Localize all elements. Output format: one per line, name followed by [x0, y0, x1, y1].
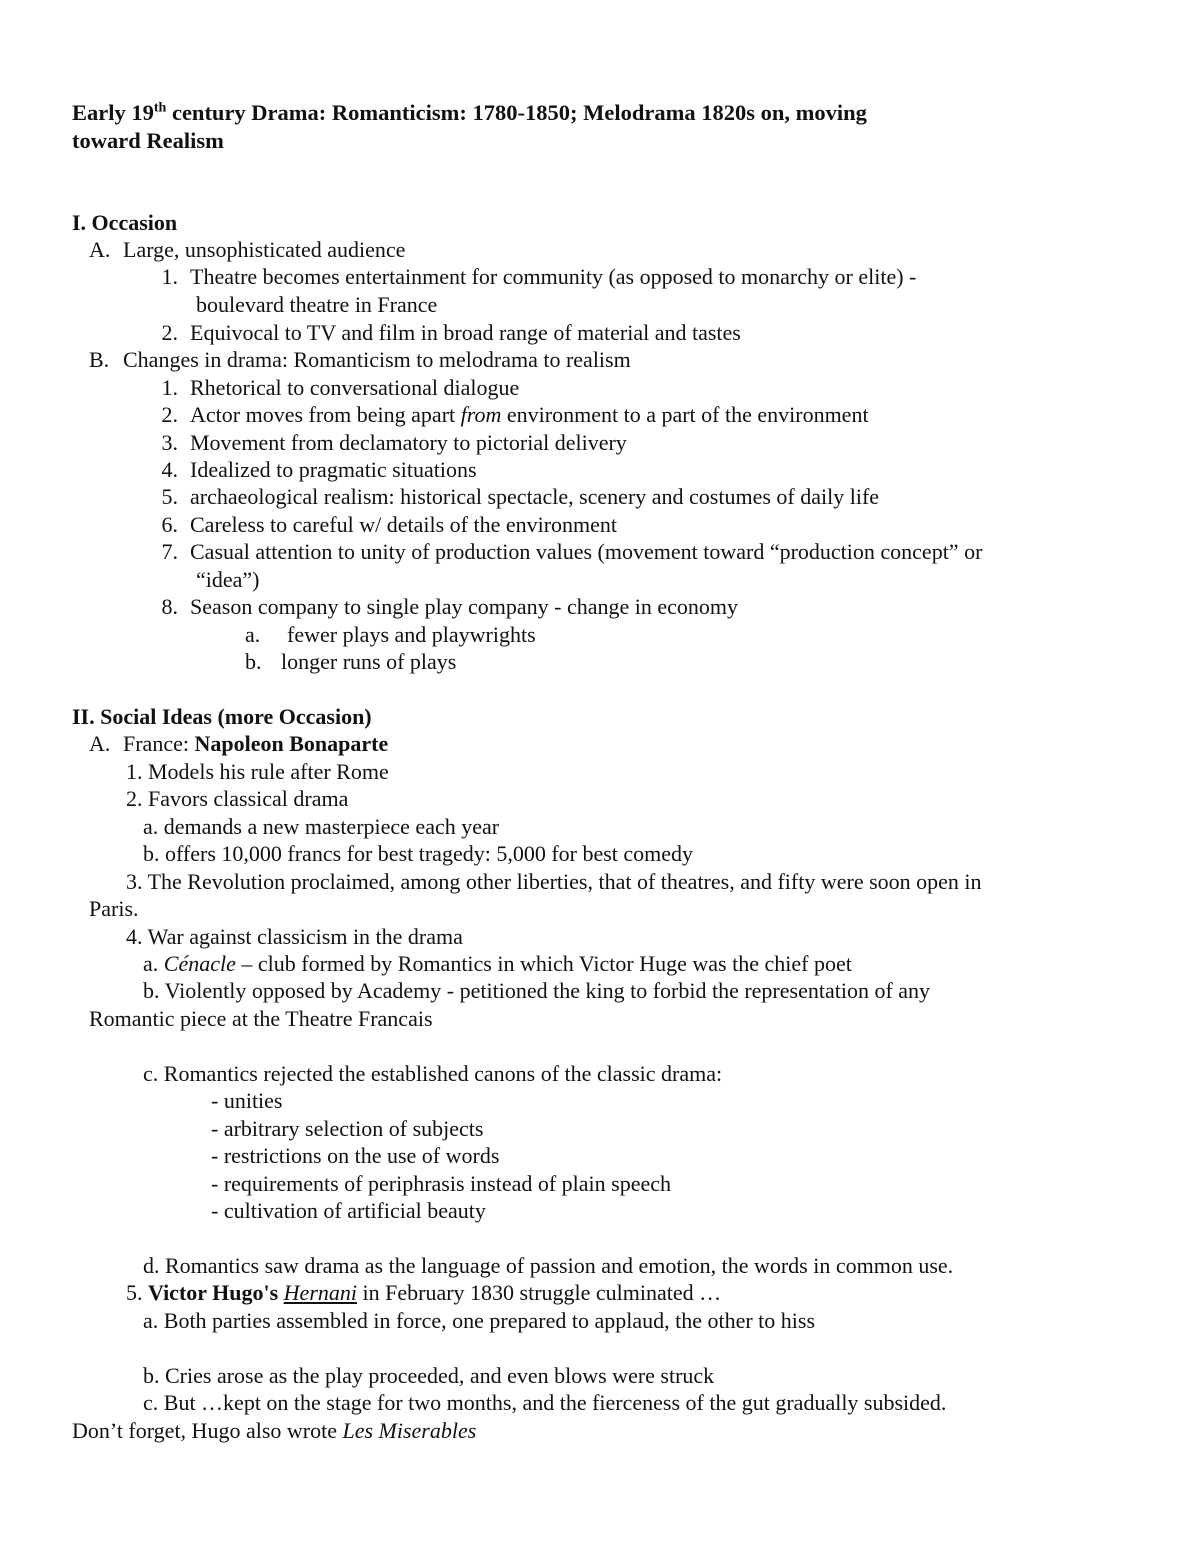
section-heading-social-ideas: II. Social Ideas (more Occasion) [72, 704, 372, 729]
dash-item: - cultivation of artificial beauty [211, 1198, 486, 1223]
sub-list-item: a. fewer plays and playwrights [245, 622, 536, 647]
dash-item: - requirements of periphrasis instead of plain speech [211, 1171, 672, 1196]
sub-list-item: a. Both parties assembled in force, one prepared to applaud, the other to hiss [143, 1308, 816, 1333]
list-item: 4. War against classicism in the drama [126, 924, 463, 949]
document-title: Early 19th century Drama: Romanticism: 1780-1850; Melodrama 1820s on, moving [72, 100, 867, 125]
list-item: 3. Movement from declamatory to pictorial delivery [161, 430, 627, 455]
dash-item: - unities [211, 1088, 283, 1113]
list-item-continuation: boulevard theatre in France [196, 292, 438, 317]
footer-note: Don’t forget, Hugo also wrote Les Miserables [72, 1418, 477, 1443]
outline-item-A: A. Large, unsophisticated audience [89, 237, 406, 262]
sub-list-item: b. longer runs of plays [245, 649, 457, 674]
outline-item-A: A. France: Napoleon Bonaparte [89, 731, 389, 756]
title-superscript: th [153, 100, 167, 116]
list-item: 6. Careless to careful w/ details of the environment [161, 512, 618, 537]
list-item: 5. archaeological realism: historical spectacle, scenery and costumes of daily life [161, 484, 880, 509]
sub-list-item: b. Violently opposed by Academy - petitioned the king to forbid the representation of any [143, 978, 931, 1003]
list-item: 2. Actor moves from being apart from environment to a part of the environment [161, 402, 869, 427]
sub-list-item: c. But …kept on the stage for two months, and the fierceness of the gut gradually subsided. [143, 1390, 947, 1415]
sub-list-item: c. Romantics rejected the established canons of the classic drama: [143, 1061, 723, 1086]
list-item: 5. Victor Hugo's Hernani in February 1830 struggle culminated … [126, 1280, 722, 1305]
list-item-continuation: Paris. [89, 896, 139, 921]
dash-item: - restrictions on the use of words [211, 1143, 500, 1168]
list-item: 8. Season company to single play company - change in economy [161, 594, 739, 619]
sub-list-item: a. Cénacle – club formed by Romantics in which Victor Huge was the chief poet [143, 951, 852, 976]
list-item-continuation: “idea”) [196, 567, 260, 592]
section-heading-occasion: I. Occasion [72, 210, 178, 235]
list-item: 2. Favors classical drama [126, 786, 349, 811]
outline-item-B: B. Changes in drama: Romanticism to melodrama to realism [89, 347, 631, 372]
document-title-line2: toward Realism [72, 128, 224, 153]
sub-list-item: a. demands a new masterpiece each year [143, 814, 500, 839]
dash-item: - arbitrary selection of subjects [211, 1116, 484, 1141]
list-item: 1. Models his rule after Rome [126, 759, 389, 784]
sub-list-item: b. offers 10,000 francs for best tragedy: 5,000 for best comedy [143, 841, 694, 866]
play-title: Hernani [283, 1280, 357, 1305]
list-item: 4. Idealized to pragmatic situations [161, 457, 477, 482]
list-item: 1. Rhetorical to conversational dialogue [161, 375, 520, 400]
list-item: 1. Theatre becomes entertainment for community (as opposed to monarchy or elite) - [161, 264, 917, 289]
list-item: 7. Casual attention to unity of production values (movement toward “production concept” or [161, 539, 983, 564]
list-item-continuation: Romantic piece at the Theatre Francais [89, 1006, 433, 1031]
sub-list-item: b. Cries arose as the play proceeded, and even blows were struck [143, 1363, 715, 1388]
list-item: 2. Equivocal to TV and film in broad range of material and tastes [161, 320, 741, 345]
sub-list-item: d. Romantics saw drama as the language of passion and emotion, the words in common use. [143, 1253, 954, 1278]
list-item: 3. The Revolution proclaimed, among other liberties, that of theatres, and fifty were soon open in [126, 869, 982, 894]
